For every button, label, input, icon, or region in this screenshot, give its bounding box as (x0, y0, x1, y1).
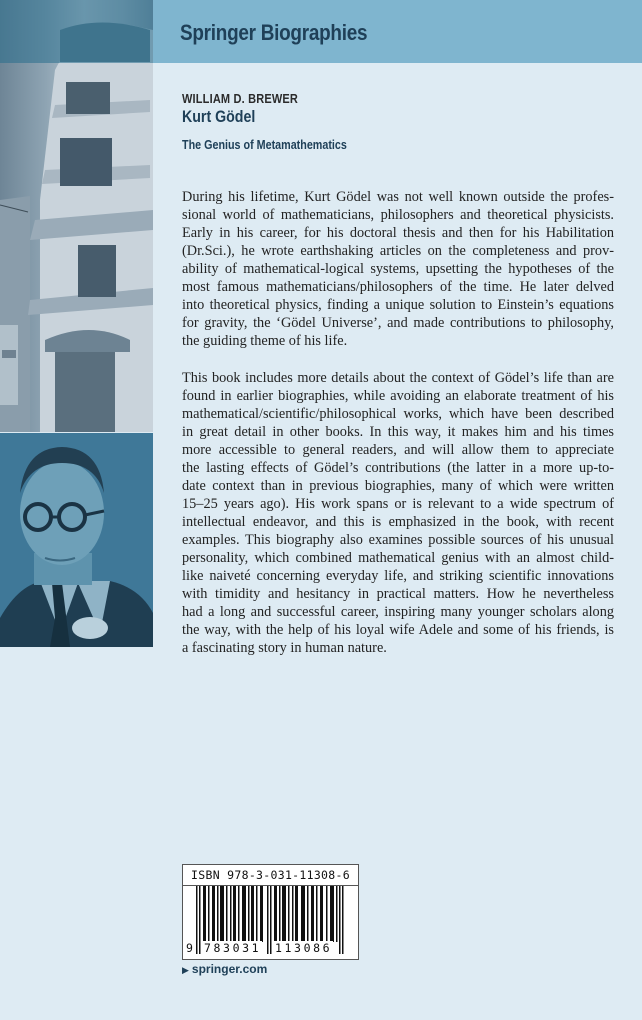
blurb-line: most famous mathematicians/philosophers of the time. He later delved (182, 279, 614, 295)
cover-photo-panel (0, 0, 153, 647)
building-photo (0, 0, 153, 432)
blurb-line: the way, with the help of his loyal wife Adele and some of his friends, is (182, 622, 614, 638)
blurb-paragraph-2 (182, 369, 614, 657)
blurb-line: Early in his career, for his doctoral thesis and then for his Habilitation (182, 225, 614, 241)
triangle-right-icon: ▶ (182, 965, 189, 975)
blurb-line: (Dr.Sci.), he wrote earthshaking articles on the completeness and prov- (182, 243, 614, 259)
blurb-line: more accessible to general readers, and will allow them to appreciate (182, 442, 614, 458)
blurb-line: This book includes more details about the context of Gödel’s life than are (182, 370, 614, 386)
blurb-line: ability of mathematical-logical systems, upsetting the hypotheses of the (182, 261, 614, 277)
blurb-line: like naiveté concerning everyday life, and striking scientific innovations (182, 568, 614, 584)
portrait-photo (0, 433, 153, 647)
building-illustration-icon (0, 0, 153, 432)
barcode-digit-group-1: 783031 (204, 941, 262, 955)
header-tint-overlay (0, 0, 153, 63)
blurb-line: had a long and successful career, inspiring many younger scholars along (182, 604, 614, 620)
blurb-line: date context than in previous biographies, many of which were written (182, 478, 614, 494)
blurb-line: in great detail in other books. In this way, it makes him and his times (182, 424, 614, 440)
blurb-line: with timidity and hesitancy in practical matters. How he nevertheless (182, 586, 614, 602)
barcode-digit-lead: 9 (186, 941, 193, 955)
book-title: Kurt Gödel (182, 108, 256, 126)
author-name: WILLIAM D. BREWER (182, 92, 299, 106)
barcode-digits (183, 941, 358, 957)
blurb-line: into theoretical physics, finding a unique solution to Einstein’s equations (182, 297, 614, 313)
blurb-line: a fascinating story in human nature. (182, 640, 387, 656)
isbn-barcode (182, 864, 359, 960)
blurb-line: the lasting effects of Gödel’s contributions (the latter in a more up-to- (182, 460, 614, 476)
blurb-line: personality, which combined mathematical genius with an almost child- (182, 550, 614, 566)
springer-website-link[interactable] (182, 962, 267, 976)
blurb-paragraph-1 (182, 188, 614, 350)
blurb-line: mathematical/scientific/philosophical works, which have been described (182, 406, 614, 422)
blurb-line: During his lifetime, Kurt Gödel was not well known outside the profes- (182, 189, 614, 205)
blurb-line: 15–25 years ago). His work spans or is relevant to a wide spectrum of (182, 496, 614, 512)
blurb-line: found in earlier biographies, while avoiding an elaborate treatment of his (182, 388, 614, 404)
blurb-line: intellectual endeavor, and this is emphasized in the book, with recent (182, 514, 614, 530)
blurb-line: for gravity, the ‘Gödel Universe’, and made contributions to philosophy, (182, 315, 614, 331)
blurb-line: the guiding theme of his life. (182, 333, 348, 349)
book-subtitle: The Genius of Metamathematics (182, 138, 347, 152)
barcode-digit-group-2: 113086 (275, 941, 333, 955)
series-title: Springer Biographies (180, 20, 368, 45)
blurb-line: sional world of mathematicians, philosophers and theoretical physicists. (182, 207, 614, 223)
blurb-line: examples. This biography also examines possible sources of his unusual (182, 532, 614, 548)
portrait-illustration-icon (0, 433, 153, 647)
isbn-label: ISBN 978-3-031-11308-6 (183, 865, 358, 886)
springer-link-text: springer.com (191, 962, 268, 976)
